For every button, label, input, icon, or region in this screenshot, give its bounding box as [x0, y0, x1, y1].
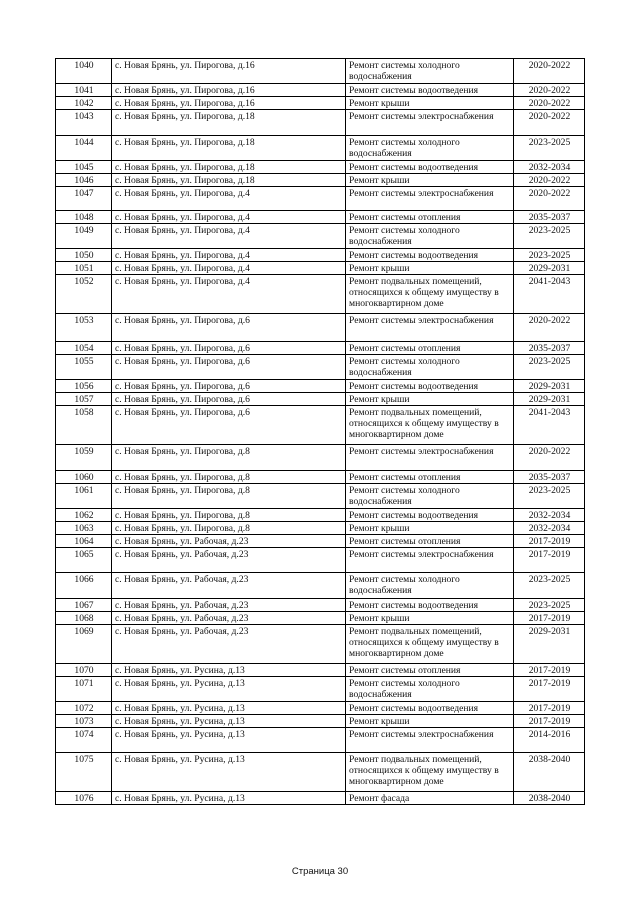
- address-cell: с. Новая Брянь, ул. Рабочая, д.23: [112, 535, 346, 548]
- work-type-cell: Ремонт системы электроснабжения: [346, 548, 514, 573]
- table-row: [56, 314, 585, 342]
- address-cell: с. Новая Брянь, ул. Пирогова, д.8: [112, 522, 346, 535]
- row-number: 1069: [56, 625, 112, 664]
- address-cell: с. Новая Брянь, ул. Пирогова, д.8: [112, 509, 346, 522]
- work-type-cell: Ремонт системы электроснабжения: [346, 110, 514, 136]
- period-cell: 2017-2019: [514, 548, 585, 573]
- work-type-cell: Ремонт крыши: [346, 262, 514, 275]
- work-type-cell: Ремонт системы холодного водоснабжения: [346, 355, 514, 380]
- work-type-cell: Ремонт крыши: [346, 97, 514, 110]
- table-row: [56, 275, 585, 314]
- works-table-body: [56, 59, 585, 805]
- address-cell: с. Новая Брянь, ул. Пирогова, д.16: [112, 59, 346, 84]
- period-cell: 2020-2022: [514, 84, 585, 97]
- table-row: [56, 445, 585, 471]
- address-cell: с. Новая Брянь, ул. Русина, д.13: [112, 664, 346, 677]
- address-cell: с. Новая Брянь, ул. Пирогова, д.6: [112, 342, 346, 355]
- row-number: 1042: [56, 97, 112, 110]
- work-type-cell: Ремонт крыши: [346, 522, 514, 535]
- row-number: 1052: [56, 275, 112, 314]
- period-cell: 2029-2031: [514, 262, 585, 275]
- address-cell: с. Новая Брянь, ул. Рабочая, д.23: [112, 599, 346, 612]
- row-number: 1061: [56, 484, 112, 509]
- table-row: [56, 471, 585, 484]
- period-cell: 2020-2022: [514, 174, 585, 187]
- work-type-cell: Ремонт системы водоотведения: [346, 380, 514, 393]
- row-number: 1070: [56, 664, 112, 677]
- address-cell: с. Новая Брянь, ул. Пирогова, д.4: [112, 249, 346, 262]
- row-number: 1047: [56, 187, 112, 211]
- address-cell: с. Новая Брянь, ул. Русина, д.13: [112, 702, 346, 715]
- period-cell: 2020-2022: [514, 97, 585, 110]
- row-number: 1046: [56, 174, 112, 187]
- address-cell: с. Новая Брянь, ул. Рабочая, д.23: [112, 548, 346, 573]
- work-type-cell: Ремонт системы электроснабжения: [346, 314, 514, 342]
- table-row: [56, 677, 585, 702]
- row-number: 1059: [56, 445, 112, 471]
- address-cell: с. Новая Брянь, ул. Пирогова, д.4: [112, 275, 346, 314]
- row-number: 1068: [56, 612, 112, 625]
- work-type-cell: Ремонт системы отопления: [346, 664, 514, 677]
- table-row: [56, 97, 585, 110]
- row-number: 1064: [56, 535, 112, 548]
- address-cell: с. Новая Брянь, ул. Пирогова, д.8: [112, 484, 346, 509]
- address-cell: с. Новая Брянь, ул. Русина, д.13: [112, 728, 346, 753]
- address-cell: с. Новая Брянь, ул. Пирогова, д.18: [112, 161, 346, 174]
- period-cell: 2023-2025: [514, 573, 585, 599]
- row-number: 1051: [56, 262, 112, 275]
- address-cell: с. Новая Брянь, ул. Пирогова, д.8: [112, 471, 346, 484]
- work-type-cell: Ремонт крыши: [346, 174, 514, 187]
- work-type-cell: Ремонт системы отопления: [346, 535, 514, 548]
- period-cell: 2020-2022: [514, 314, 585, 342]
- address-cell: с. Новая Брянь, ул. Пирогова, д.6: [112, 393, 346, 406]
- row-number: 1041: [56, 84, 112, 97]
- work-type-cell: Ремонт системы водоотведения: [346, 702, 514, 715]
- table-row: [56, 393, 585, 406]
- work-type-cell: Ремонт подвальных помещений, относящихся к общему имуществу в многоквартирном доме: [346, 275, 514, 314]
- table-row: [56, 161, 585, 174]
- address-cell: с. Новая Брянь, ул. Пирогова, д.18: [112, 110, 346, 136]
- address-cell: с. Новая Брянь, ул. Русина, д.13: [112, 753, 346, 792]
- period-cell: 2035-2037: [514, 211, 585, 224]
- address-cell: с. Новая Брянь, ул. Русина, д.13: [112, 792, 346, 805]
- row-number: 1076: [56, 792, 112, 805]
- period-cell: 2029-2031: [514, 380, 585, 393]
- period-cell: 2017-2019: [514, 612, 585, 625]
- period-cell: 2032-2034: [514, 509, 585, 522]
- row-number: 1062: [56, 509, 112, 522]
- period-cell: 2038-2040: [514, 792, 585, 805]
- table-row: [56, 509, 585, 522]
- period-cell: 2041-2043: [514, 275, 585, 314]
- period-cell: 2032-2034: [514, 522, 585, 535]
- work-type-cell: Ремонт системы водоотведения: [346, 161, 514, 174]
- work-type-cell: Ремонт крыши: [346, 715, 514, 728]
- row-number: 1065: [56, 548, 112, 573]
- row-number: 1055: [56, 355, 112, 380]
- period-cell: 2023-2025: [514, 484, 585, 509]
- address-cell: с. Новая Брянь, ул. Пирогова, д.16: [112, 97, 346, 110]
- table-row: [56, 753, 585, 792]
- period-cell: 2032-2034: [514, 161, 585, 174]
- table-row: [56, 573, 585, 599]
- address-cell: с. Новая Брянь, ул. Русина, д.13: [112, 715, 346, 728]
- address-cell: с. Новая Брянь, ул. Пирогова, д.4: [112, 211, 346, 224]
- row-number: 1066: [56, 573, 112, 599]
- work-type-cell: Ремонт системы водоотведения: [346, 509, 514, 522]
- row-number: 1050: [56, 249, 112, 262]
- table-row: [56, 249, 585, 262]
- address-cell: с. Новая Брянь, ул. Пирогова, д.8: [112, 445, 346, 471]
- address-cell: с. Новая Брянь, ул. Пирогова, д.6: [112, 380, 346, 393]
- address-cell: с. Новая Брянь, ул. Пирогова, д.18: [112, 136, 346, 161]
- work-type-cell: Ремонт системы водоотведения: [346, 249, 514, 262]
- row-number: 1072: [56, 702, 112, 715]
- table-row: [56, 224, 585, 249]
- address-cell: с. Новая Брянь, ул. Рабочая, д.23: [112, 625, 346, 664]
- page-number: Страница 30: [291, 866, 349, 877]
- period-cell: 2023-2025: [514, 136, 585, 161]
- table-row: [56, 136, 585, 161]
- table-row: [56, 406, 585, 445]
- row-number: 1057: [56, 393, 112, 406]
- work-type-cell: Ремонт крыши: [346, 393, 514, 406]
- row-number: 1056: [56, 380, 112, 393]
- table-row: [56, 548, 585, 573]
- period-cell: 2023-2025: [514, 599, 585, 612]
- table-row: [56, 664, 585, 677]
- row-number: 1058: [56, 406, 112, 445]
- table-row: [56, 599, 585, 612]
- work-type-cell: Ремонт системы отопления: [346, 342, 514, 355]
- table-row: [56, 187, 585, 211]
- row-number: 1067: [56, 599, 112, 612]
- work-type-cell: Ремонт системы водоотведения: [346, 599, 514, 612]
- address-cell: с. Новая Брянь, ул. Пирогова, д.6: [112, 355, 346, 380]
- row-number: 1043: [56, 110, 112, 136]
- work-type-cell: Ремонт системы водоотведения: [346, 84, 514, 97]
- address-cell: с. Новая Брянь, ул. Пирогова, д.4: [112, 262, 346, 275]
- row-number: 1045: [56, 161, 112, 174]
- table-row: [56, 211, 585, 224]
- works-table: [55, 58, 585, 805]
- work-type-cell: Ремонт системы отопления: [346, 471, 514, 484]
- period-cell: 2020-2022: [514, 59, 585, 84]
- work-type-cell: Ремонт подвальных помещений, относящихся к общему имуществу в многоквартирном доме: [346, 625, 514, 664]
- period-cell: 2017-2019: [514, 715, 585, 728]
- address-cell: с. Новая Брянь, ул. Пирогова, д.16: [112, 84, 346, 97]
- period-cell: 2035-2037: [514, 471, 585, 484]
- table-row: [56, 59, 585, 84]
- row-number: 1048: [56, 211, 112, 224]
- work-type-cell: Ремонт крыши: [346, 612, 514, 625]
- table-row: [56, 792, 585, 805]
- row-number: 1054: [56, 342, 112, 355]
- work-type-cell: Ремонт системы холодного водоснабжения: [346, 677, 514, 702]
- address-cell: с. Новая Брянь, ул. Рабочая, д.23: [112, 612, 346, 625]
- row-number: 1074: [56, 728, 112, 753]
- row-number: 1075: [56, 753, 112, 792]
- table-row: [56, 110, 585, 136]
- work-type-cell: Ремонт системы электроснабжения: [346, 187, 514, 211]
- table-row: [56, 715, 585, 728]
- table-row: [56, 535, 585, 548]
- table-row: [56, 702, 585, 715]
- address-cell: с. Новая Брянь, ул. Пирогова, д.18: [112, 174, 346, 187]
- table-row: [56, 355, 585, 380]
- period-cell: 2020-2022: [514, 110, 585, 136]
- table-row: [56, 728, 585, 753]
- work-type-cell: Ремонт фасада: [346, 792, 514, 805]
- work-type-cell: Ремонт подвальных помещений, относящихся к общему имуществу в многоквартирном доме: [346, 753, 514, 792]
- work-type-cell: Ремонт подвальных помещений, относящихся к общему имуществу в многоквартирном доме: [346, 406, 514, 445]
- work-type-cell: Ремонт системы холодного водоснабжения: [346, 573, 514, 599]
- address-cell: с. Новая Брянь, ул. Пирогова, д.4: [112, 224, 346, 249]
- period-cell: 2014-2016: [514, 728, 585, 753]
- work-type-cell: Ремонт системы холодного водоснабжения: [346, 224, 514, 249]
- table-row: [56, 612, 585, 625]
- table-row: [56, 84, 585, 97]
- address-cell: с. Новая Брянь, ул. Пирогова, д.6: [112, 314, 346, 342]
- work-type-cell: Ремонт системы холодного водоснабжения: [346, 136, 514, 161]
- period-cell: 2020-2022: [514, 445, 585, 471]
- period-cell: 2023-2025: [514, 224, 585, 249]
- work-type-cell: Ремонт системы холодного водоснабжения: [346, 59, 514, 84]
- table-row: [56, 522, 585, 535]
- table-row: [56, 380, 585, 393]
- period-cell: 2023-2025: [514, 355, 585, 380]
- row-number: 1040: [56, 59, 112, 84]
- period-cell: 2020-2022: [514, 187, 585, 211]
- row-number: 1073: [56, 715, 112, 728]
- address-cell: с. Новая Брянь, ул. Пирогова, д.6: [112, 406, 346, 445]
- row-number: 1060: [56, 471, 112, 484]
- period-cell: 2017-2019: [514, 702, 585, 715]
- work-type-cell: Ремонт системы отопления: [346, 211, 514, 224]
- period-cell: 2017-2019: [514, 664, 585, 677]
- table-row: [56, 342, 585, 355]
- address-cell: с. Новая Брянь, ул. Русина, д.13: [112, 677, 346, 702]
- work-type-cell: Ремонт системы электроснабжения: [346, 728, 514, 753]
- row-number: 1071: [56, 677, 112, 702]
- period-cell: 2041-2043: [514, 406, 585, 445]
- table-row: [56, 262, 585, 275]
- work-type-cell: Ремонт системы электроснабжения: [346, 445, 514, 471]
- address-cell: с. Новая Брянь, ул. Рабочая, д.23: [112, 573, 346, 599]
- row-number: 1063: [56, 522, 112, 535]
- row-number: 1044: [56, 136, 112, 161]
- period-cell: 2038-2040: [514, 753, 585, 792]
- address-cell: с. Новая Брянь, ул. Пирогова, д.4: [112, 187, 346, 211]
- table-row: [56, 484, 585, 509]
- period-cell: 2023-2025: [514, 249, 585, 262]
- table-row: [56, 625, 585, 664]
- row-number: 1053: [56, 314, 112, 342]
- period-cell: 2017-2019: [514, 677, 585, 702]
- period-cell: 2029-2031: [514, 393, 585, 406]
- period-cell: 2029-2031: [514, 625, 585, 664]
- table-row: [56, 174, 585, 187]
- period-cell: 2017-2019: [514, 535, 585, 548]
- row-number: 1049: [56, 224, 112, 249]
- period-cell: 2035-2037: [514, 342, 585, 355]
- work-type-cell: Ремонт системы холодного водоснабжения: [346, 484, 514, 509]
